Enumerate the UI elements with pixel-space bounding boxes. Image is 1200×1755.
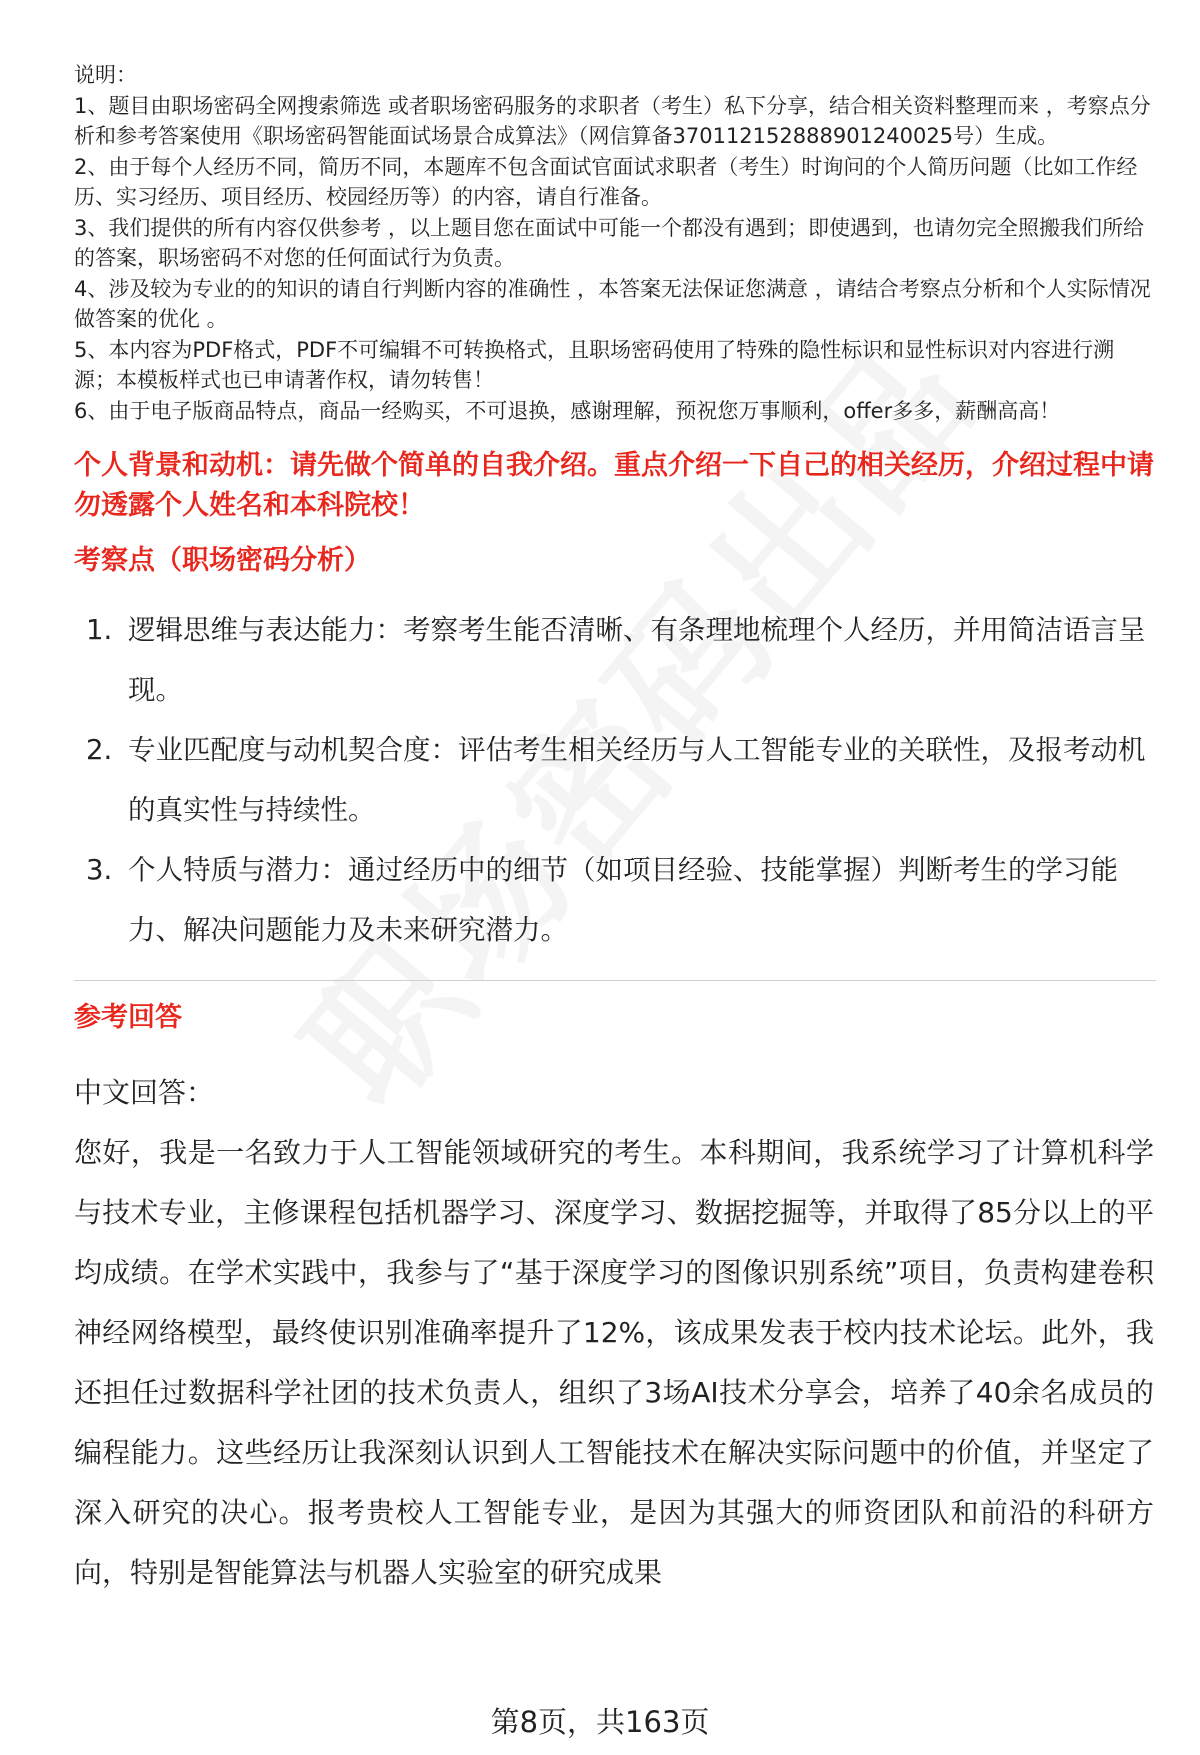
answer-body: 您好，我是一名致力于人工智能领域研究的考生。本科期间，我系统学习了计算机科学与技术专业，主修课程包括机器学习、深度学习、数据挖掘等，并取得了85分以上的平均成绩。在学术实践中，我参与了“基于深度学习的图像识别系统”项目，负责构建卷积神经网络模型，最终使识别准确率提升了12%，该成果发表于校内技术论坛。此外，我还担任过数据科学社团的技术负责人，组织了3场AI技术分享会，培养了40余名成员的编程能力。这些经历让我深刻认识到人工智能技术在解决实际问题中的价值，并坚定了深入研究的决心。报考贵校人工智能专业，是因为其强大的师资团队和前沿的科研方向，特别是智能算法与机器人实验室的研究成果 [74, 1136, 1154, 1589]
point-number: 1. [86, 614, 113, 646]
analysis-points [74, 600, 1154, 960]
answer-title: 参考回答 [74, 1002, 182, 1033]
page-number: 第8页，共163页 [490, 1705, 710, 1739]
point-text: 个人特质与潜力：通过经历中的细节（如项目经验、技能掌握）判断考生的学习能力、解决问题能力及未来研究潜力。 [128, 854, 1118, 946]
note-item: 2、由于每个人经历不同，简历不同，本题库不包含面试官面试求职者（考生）时询问的个人简历问题（比如工作经历、实习经历、项目经历、校园经历等）的内容，请自行准备。 [74, 154, 1138, 209]
point-number: 2. [86, 734, 113, 766]
analysis-point [74, 840, 1154, 960]
answer-content [74, 1063, 1154, 1603]
interview-question: 个人背景和动机：请先做个简单的自我介绍。重点介绍一下自己的相关经历，介绍过程中请勿透露个人姓名和本科院校！ [74, 450, 1154, 521]
note-item: 5、本内容为PDF格式，PDF不可编辑不可转换格式，且职场密码使用了特殊的隐性标识和显性标识对内容进行溯源；本模板样式也已申请著作权，请勿转售！ [74, 337, 1115, 392]
analysis-point [74, 600, 1154, 720]
answer-label: 中文回答： [74, 1076, 215, 1109]
notes-title: 说明： [74, 63, 137, 87]
section-divider [74, 980, 1156, 981]
point-text: 专业匹配度与动机契合度：评估考生相关经历与人工智能专业的关联性，及报考动机的真实性与持续性。 [128, 734, 1146, 826]
note-item: 3、我们提供的所有内容仅供参考 ，以上题目您在面试中可能一个都没有遇到；即使遇到，也请勿完全照搬我们所给的答案，职场密码不对您的任何面试行为负责。 [74, 215, 1145, 270]
point-text: 逻辑思维与表达能力：考察考生能否清晰、有条理地梳理个人经历，并用简洁语言呈现。 [128, 614, 1146, 706]
note-item: 4、涉及较为专业的的知识的请自行判断内容的准确性 ，本答案无法保证您满意 ，请结合考察点分析和个人实际情况做答案的优化 。 [74, 276, 1151, 331]
analysis-title: 考察点（职场密码分析） [74, 545, 371, 576]
note-item: 1、题目由职场密码全网搜索筛选 或者职场密码服务的求职者（考生）私下分享，结合相关资料整理而来 ，考察点分析和参考答案使用《职场密码智能面试场景合成算法》（网信算备370112152888901240025号）生成。 [74, 93, 1151, 148]
analysis-point [74, 720, 1154, 840]
document-page [74, 60, 1154, 1603]
disclaimer-notes [74, 60, 1154, 426]
point-number: 3. [86, 854, 113, 886]
note-item: 6、由于电子版商品特点，商品一经购买，不可退换，感谢理解，预祝您万事顺利，offer多多，薪酬高高！ [74, 398, 1061, 423]
